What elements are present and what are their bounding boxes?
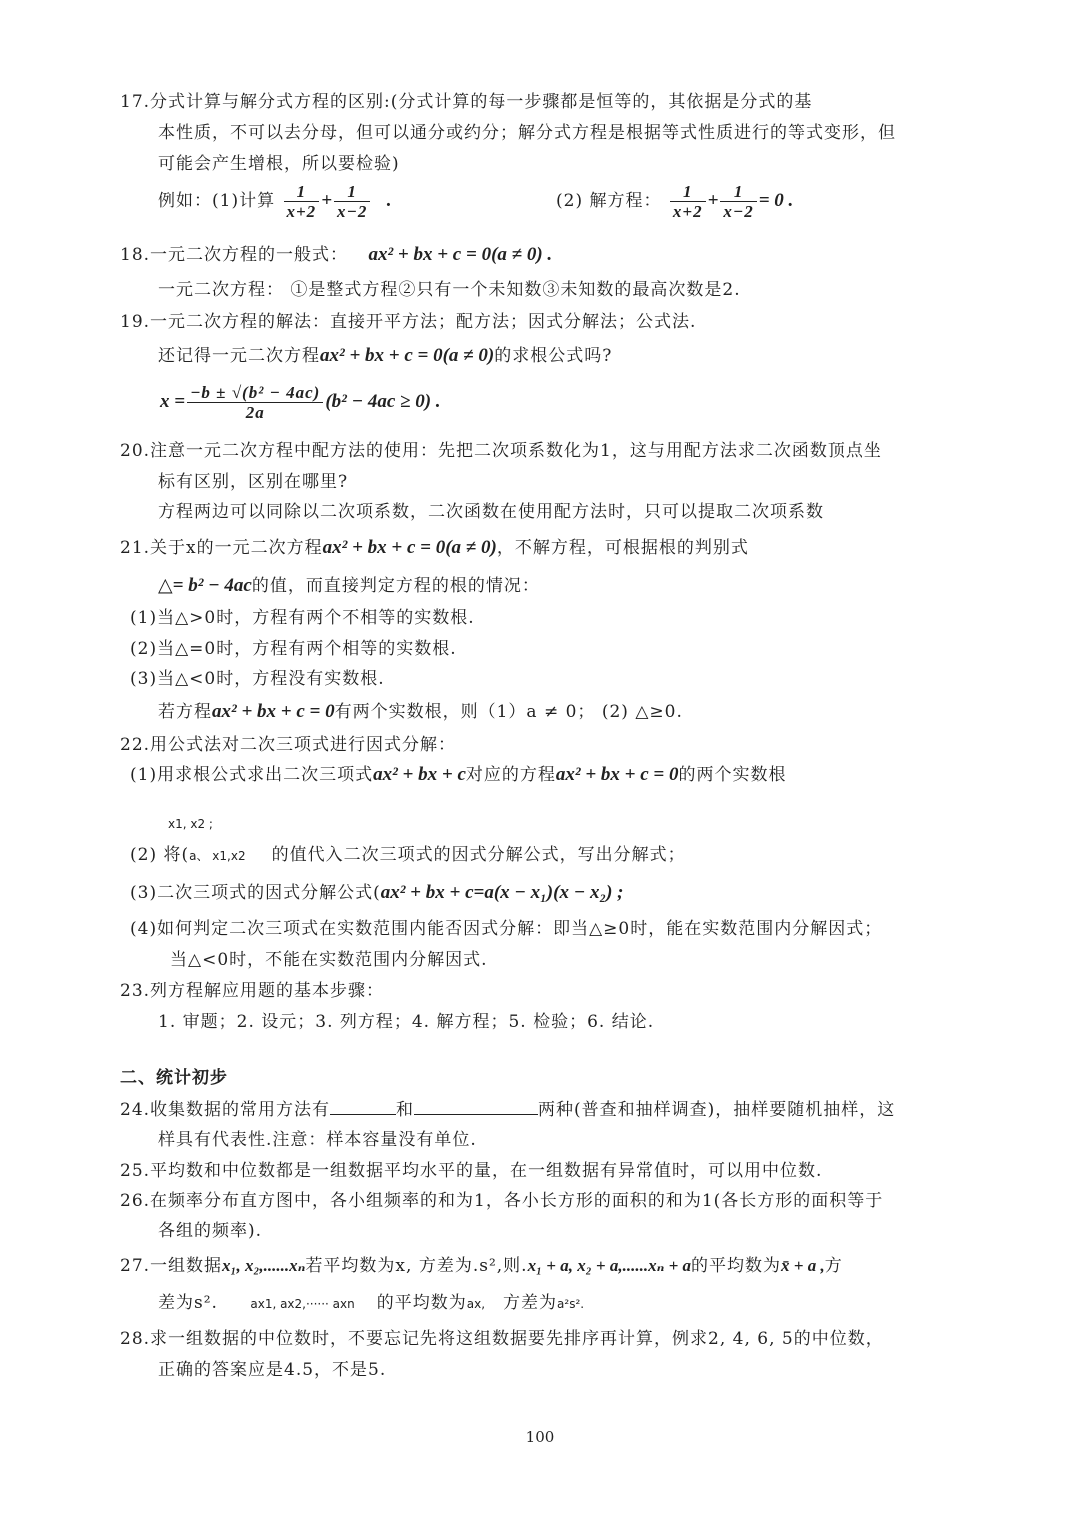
- root-condition: (b² − 4ac ≥ 0) .: [325, 391, 441, 412]
- data-set-x-plus-a: x₁ + a, x₂ + a,......xₙ + a: [527, 1256, 692, 1275]
- step-3-text: (3)二次三项式的因式分解公式(: [130, 883, 381, 903]
- item-27-text-f: 的平均数为: [376, 1293, 467, 1313]
- roots-x1-x2: x1, x2 ;: [168, 817, 213, 831]
- item-18-line-1: [120, 243, 552, 267]
- item-17-line-1: 17.分式计算与解分式方程的区别:(分式计算的每一步骤都是恒等的，其依据是分式的基: [120, 92, 813, 112]
- plus-sign: +: [321, 190, 333, 211]
- fraction-1-over-x-minus-2: $\frac{1}{x-2}$: [334, 182, 370, 221]
- item-27-text-g: 方差为: [503, 1293, 558, 1313]
- factorization-formula: ax² + bx + c=a(x − x₁)(x − x₂) ;: [380, 882, 624, 903]
- item-22-line-1: 22.用公式法对二次三项式进行因式分解：: [120, 735, 457, 755]
- item-21-case-2: (2)当△=0时，方程有两个相等的实数根.: [130, 639, 457, 659]
- step-1-text-b: 对应的方程: [465, 765, 556, 785]
- item-24-line-1: [120, 1097, 895, 1122]
- item-24-text-b: 和: [396, 1100, 415, 1120]
- quadratic-root-formula: [160, 383, 441, 422]
- discriminant-formula: △= b² − 4ac: [158, 575, 252, 596]
- root-fraction: $\frac{\text{−b ± √(b² − 4ac)}}{2a}$: [187, 383, 323, 422]
- item-19-line-2: [158, 344, 612, 368]
- step-2-variables: a、 x1,x2: [189, 849, 246, 863]
- item-27-text-a: 27.一组数据: [120, 1256, 223, 1276]
- item-22-step-3: [130, 881, 624, 905]
- item-25: 25.平均数和中位数都是一组数据平均水平的量，在一组数据有异常值时，可以用中位数.: [120, 1161, 823, 1181]
- item-21-text-b: ，不解方程，可根据根的判别式: [496, 538, 749, 558]
- item-27-line-1: [120, 1254, 843, 1278]
- item-21-case-1: (1)当△>0时，方程有两个不相等的实数根.: [130, 608, 475, 628]
- item-23-steps: 1. 审题；2. 设元；3. 列方程；4. 解方程；5. 检验；6. 结论.: [158, 1012, 655, 1032]
- item-21-text-a: 21.关于x的一元二次方程: [120, 538, 323, 558]
- quadratic-trinomial: ax² + bx + c: [373, 764, 466, 785]
- item-18-line-2: 一元二次方程： ①是整式方程②只有一个未知数③未知数的最高次数是2.: [158, 280, 741, 300]
- item-22-step-4-b: 当△<0时，不能在实数范围内分解因式.: [170, 950, 488, 970]
- item-27-text-d: 方: [824, 1256, 843, 1276]
- fraction-1-over-x-plus-2: $\frac{1}{x+2}$: [284, 182, 320, 221]
- variance-a2s2: a²s².: [557, 1297, 585, 1311]
- item-17-line-3: 可能会产生增根，所以要检验): [158, 154, 400, 174]
- item-24-text-a: 24.收集数据的常用方法有: [120, 1100, 331, 1120]
- item-26-line-1: 26.在频率分布直方图中，各小组频率的和为1，各小长方形的面积的和为1(各长方形的面积等于: [120, 1191, 884, 1211]
- item-22-step-4: (4)如何判定二次三项式在实数范围内能否因式分解：即当△≥0时，能在实数范围内分解因式；: [130, 919, 883, 939]
- plus-sign-b: +: [707, 190, 719, 211]
- answer-blank-2[interactable]: [414, 1097, 538, 1115]
- mean-ax: ax,: [466, 1297, 486, 1311]
- item-20-line-2: 标有区别，区别在哪里?: [158, 472, 349, 492]
- mean-plus-a: x̄ + a ,: [781, 1256, 825, 1275]
- item-22-step-2: [130, 843, 686, 868]
- step-1-text-a: (1)用求根公式求出二次三项式: [130, 765, 374, 785]
- item-18-text: 18.一元二次方程的一般式：: [120, 245, 349, 265]
- fraction-1-over-x-plus-2-b: $\frac{1}{x+2}$: [670, 182, 706, 221]
- data-set-ax: ax1, ax2,······ axn: [250, 1297, 355, 1311]
- answer-blank-1[interactable]: [330, 1097, 396, 1115]
- step-1-text-c: 的两个实数根: [678, 765, 787, 785]
- item-20-line-1: 20.注意一元二次方程中配方法的使用：先把二次项系数化为1，这与用配方法求二次函数顶点坐: [120, 441, 882, 461]
- item-21-text-d: 若方程: [158, 702, 212, 722]
- item-27-line-2: [158, 1291, 584, 1316]
- item-26-line-2: 各组的频率).: [158, 1221, 263, 1241]
- item-21-text-c: 的值，而直接判定方程的根的情况：: [251, 576, 540, 596]
- quadratic-equation-formula: ax² + bx + c = 0(a ≠ 0): [320, 345, 495, 366]
- example-period: .: [386, 190, 392, 211]
- quadratic-equation-formula-2: ax² + bx + c = 0(a ≠ 0): [322, 537, 497, 558]
- fraction-1-over-x-minus-2-b: $\frac{1}{x-2}$: [720, 182, 756, 221]
- step-2-text-a: (2) 将(: [130, 845, 190, 865]
- item-27-text-b: 若平均数为x, 方差为.s²,则.: [305, 1256, 528, 1276]
- item-24-line-2: 样具有代表性.注意：样本容量没有单位.: [158, 1130, 477, 1150]
- item-17-line-2: 本性质，不可以去分母，但可以通分或约分；解分式方程是根据等式性质进行的等式变形，但: [158, 123, 896, 143]
- quadratic-general-form: ax² + bx + c = 0(a ≠ 0) .: [368, 244, 553, 265]
- data-set-x: x₁, x₂,......xₙ: [222, 1256, 306, 1275]
- item-27-text-e: 差为s².: [158, 1293, 218, 1313]
- item-28-line-1: 28.求一组数据的中位数时，不要忘记先将这组数据要先排序再计算，例求2, 4, 6, 5的中位数，: [120, 1329, 884, 1349]
- item-22-step-1: [130, 763, 787, 787]
- item-17-example-2: [556, 182, 793, 221]
- item-20-line-3: 方程两边可以同除以二次项系数，二次函数在使用配方法时，只可以提取二次项系数: [158, 502, 824, 522]
- item-24-text-c: 两种(普查和抽样调查)，抽样要随机抽样，这: [538, 1100, 896, 1120]
- quadratic-equation-zero: ax² + bx + c = 0: [212, 701, 335, 722]
- section-2-title: 二、统计初步: [120, 1068, 228, 1088]
- example-2-label: (2) 解方程：: [556, 191, 662, 211]
- item-17-example-line: [158, 182, 391, 221]
- page-number: 100: [525, 1428, 555, 1446]
- item-28-line-2: 正确的答案应是4.5，不是5.: [158, 1360, 387, 1380]
- item-21-text-e: 有两个实数根，则（1）a ≠ 0； (2) △≥0.: [334, 702, 683, 722]
- item-21-line-2: [158, 574, 540, 598]
- item-21-line-1: [120, 536, 749, 560]
- item-19-line-1: 19.一元二次方程的解法：直接开平方法；配方法；因式分解法；公式法.: [120, 312, 697, 332]
- item-21-case-3: (3)当△<0时，方程没有实数根.: [130, 669, 385, 689]
- item-23-line-1: 23.列方程解应用题的基本步骤：: [120, 981, 385, 1001]
- equals-zero: = 0 .: [758, 190, 794, 211]
- step-2-text-b: 的值代入二次三项式的因式分解公式，写出分解式；: [271, 845, 686, 865]
- quadratic-equation-zero-2: ax² + bx + c = 0: [555, 764, 679, 785]
- item-19-text-a: 还记得一元二次方程: [158, 346, 320, 366]
- example-label: 例如：(1)计算: [158, 191, 276, 211]
- item-27-text-c: 的平均数为: [691, 1256, 782, 1276]
- item-21-line-6: [158, 700, 683, 724]
- root-x-equals: x =: [160, 391, 186, 412]
- item-19-text-b: 的求根公式吗?: [494, 346, 613, 366]
